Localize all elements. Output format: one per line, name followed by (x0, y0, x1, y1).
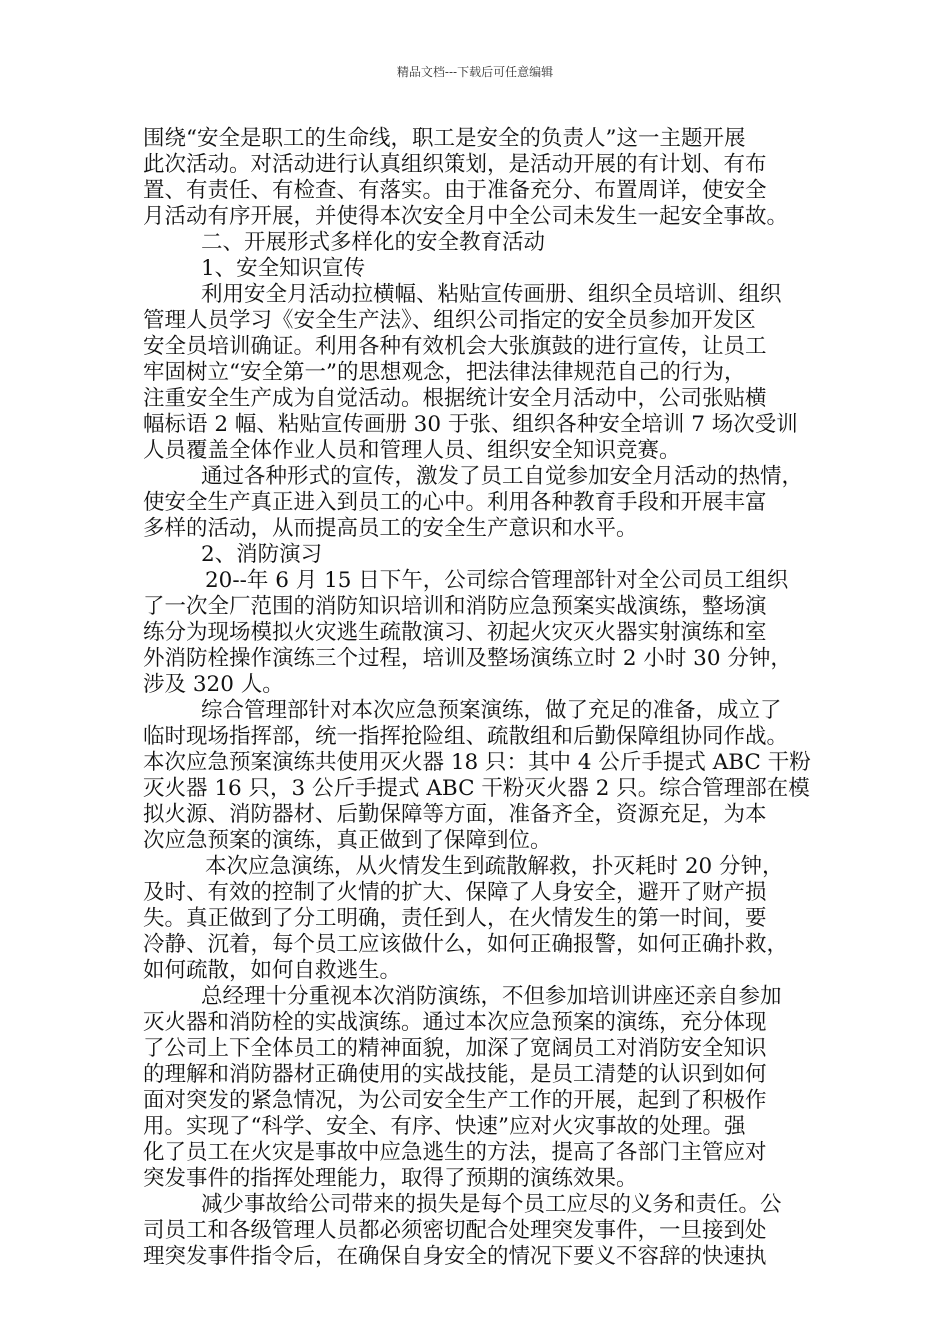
text-line: 通过各种形式的宣传，激发了员工自觉参加安全月活动的热情， (201, 464, 804, 489)
text-line: 牢固树立“安全第一”的思想观念，把法律法律规范自己的行为， (143, 360, 746, 385)
text-line: 幅标语 2 幅、粘贴宣传画册 30 于张、组织各种安全培训 7 场次受训 (143, 412, 798, 437)
text-line: 管理人员学习《安全生产法》、组织公司指定的安全员参加开发区 (143, 308, 756, 333)
text-line: 理突发事件指令后，在确保自身安全的情况下要义不容辞的快速执 (143, 1244, 767, 1269)
text-line: 了一次全厂范围的消防知识培训和消防应急预案实战演练，整场演 (143, 594, 767, 619)
text-line: 月活动有序开展，并使得本次安全月中全公司未发生一起安全事故。 (143, 204, 789, 229)
text-line: 多样的活动，从而提高员工的安全生产意识和水平。 (143, 516, 638, 541)
text-line: 注重安全生产成为自觉活动。根据统计安全月活动中，公司张贴横 (143, 386, 767, 411)
text-line: 本次应急预案演练共使用灭火器 18 只：其中 4 公斤手提式 ABC 干粉 (143, 750, 811, 775)
text-line: 外消防栓操作演练三个过程，培训及整场演练立时 2 小时 30 分钟， (143, 646, 792, 671)
text-line: 2、消防演习 (201, 542, 323, 567)
text-line: 灭火器 16 只，3 公斤手提式 ABC 干粉灭火器 2 只。综合管理部在模 (143, 776, 810, 801)
text-line: 司员工和各级管理人员都必须密切配合处理突发事件，一旦接到处 (143, 1218, 767, 1243)
text-line: 安全员培训确证。利用各种有效机会大张旗鼓的进行宣传，让员工 (143, 334, 767, 359)
text-line: 的理解和消防器材正确使用的实战技能，是员工清楚的认识到如何 (143, 1062, 767, 1087)
text-line: 本次应急演练，从火情发生到疏散解救，扑灭耗时 20 分钟， (205, 854, 784, 879)
text-line: 冷静、沉着，每个员工应该做什么，如何正确报警，如何正确扑救， (143, 932, 789, 957)
text-line: 减少事故给公司带来的损失是每个员工应尽的义务和责任。公 (201, 1192, 782, 1217)
document-body (143, 126, 821, 1270)
text-line: 使安全生产真正进入到员工的心中。利用各种教育手段和开展丰富 (143, 490, 767, 515)
text-line: 失。真正做到了分工明确，责任到人，在火情发生的第一时间，要 (143, 906, 767, 931)
text-line: 围绕“安全是职工的生命线，职工是安全的负责人”这一主题开展 (143, 126, 746, 151)
text-line: 化了员工在火灾是事故中应急逃生的方法，提高了各部门主管应对 (143, 1140, 767, 1165)
text-line: 总经理十分重视本次消防演练，不但参加培训讲座还亲自参加 (201, 984, 782, 1009)
text-line: 了公司上下全体员工的精神面貌，加深了宽阔员工对消防安全知识 (143, 1036, 767, 1061)
text-line: 利用安全月活动拉横幅、粘贴宣传画册、组织全员培训、组织 (201, 282, 782, 307)
text-line: 临时现场指挥部，统一指挥抢险组、疏散组和后勤保障组协同作战。 (143, 724, 789, 749)
text-line: 灭火器和消防栓的实战演练。通过本次应急预案的演练，充分体现 (143, 1010, 767, 1035)
text-line: 综合管理部针对本次应急预案演练，做了充足的准备，成立了 (201, 698, 782, 723)
page-header: 精品文档---下载后可任意编辑 (396, 65, 554, 79)
text-line: 如何疏散，如何自救逃生。 (143, 958, 402, 983)
text-line: 二、开展形式多样化的安全教育活动 (201, 230, 546, 255)
text-line: 20--年 6 月 15 日下午，公司综合管理部针对全公司员工组织 (205, 568, 789, 593)
text-line: 及时、有效的控制了火情的扩大、保障了人身安全，避开了财产损 (143, 880, 767, 905)
text-line: 置、有责任、有检查、有落实。由于准备充分、布置周详，使安全 (143, 178, 767, 203)
text-line: 突发事件的指挥处理能力，取得了预期的演练效果。 (143, 1166, 638, 1191)
text-line: 练分为现场模拟火灾逃生疏散演习、初起火灾灭火器实射演练和室 (143, 620, 767, 645)
text-line: 用。实现了“科学、安全、有序、快速”应对火灾事故的处理。强 (143, 1114, 746, 1139)
text-line: 面对突发的紧急情况，为公司安全生产工作的开展，起到了积极作 (143, 1088, 767, 1113)
text-line: 1、安全知识宣传 (201, 256, 366, 281)
text-line: 人员覆盖全体作业人员和管理人员、组织安全知识竞赛。 (143, 438, 681, 463)
text-line: 涉及 320 人。 (143, 672, 284, 697)
text-line: 次应急预案的演练，真正做到了保障到位。 (143, 828, 552, 853)
text-line: 拟火源、消防器材、后勤保障等方面，准备齐全，资源充足，为本 (143, 802, 767, 827)
text-line: 此次活动。对活动进行认真组织策划，是活动开展的有计划、有布 (143, 152, 767, 177)
